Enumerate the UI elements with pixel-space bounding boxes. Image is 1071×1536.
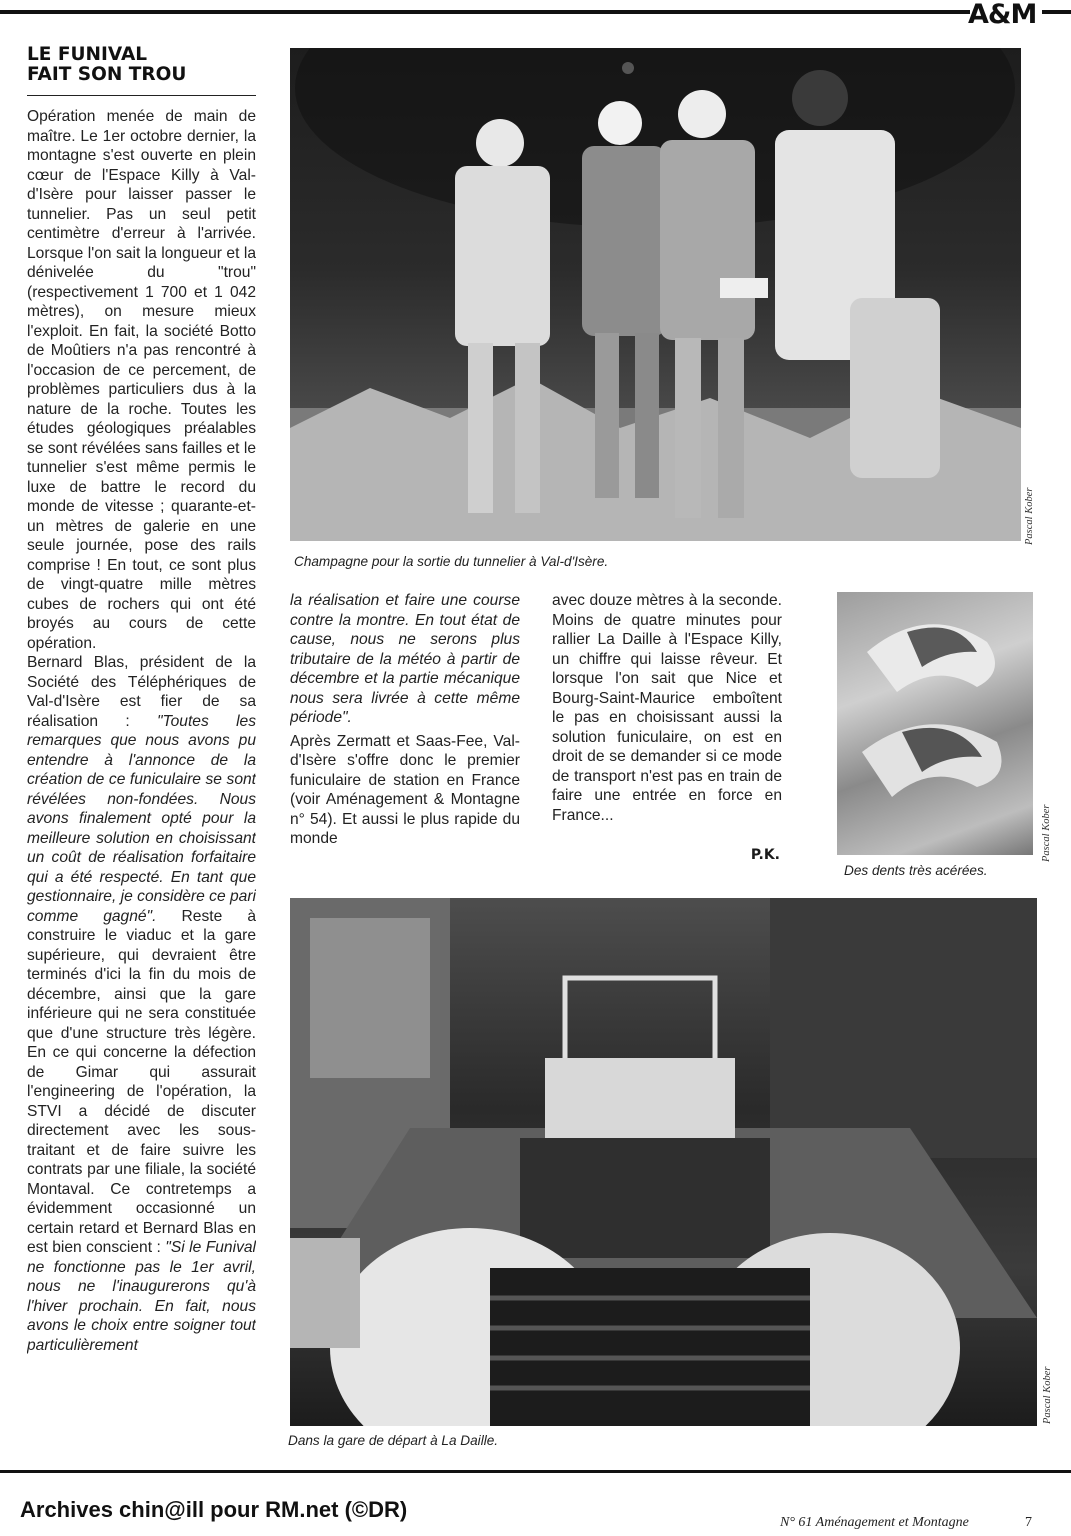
tunnel-photo-illustration [290, 48, 1021, 541]
paragraph-funival-quote: "Si le Funival ne fonctionne pas le 1er avril, nous ne l'inaugurerons qu'à l'hiver prochain. En fait, nous avons le choix entre soigner tout particulièrement [27, 1239, 256, 1354]
title-line-2: FAIT SON TROU [27, 64, 187, 85]
cutter-teeth-photo [837, 592, 1033, 855]
article-column-1 [27, 107, 256, 1452]
footer-rule [0, 1470, 1071, 1473]
photo-3-caption: Dans la gare de départ à La Daille. [288, 1433, 499, 1448]
tunnel-champagne-photo [290, 48, 1021, 541]
paragraph-blas [27, 653, 256, 1355]
photo-2-credit: Pascal Kober [1041, 804, 1052, 862]
paragraph-intro: Opération menée de main de maître. Le 1er octobre dernier, la montagne s'est ouverte en plein cœur de l'Espace Killy à Val-d'Isère pour laisser passer le tunnelier. Pas un seul petit centimètre d'erreur à l'arrivée. Lorsque l'on sait la longueur et la dénivelée du "trou" (respectivement 1 700 et 1 042 mètres), on mesure mieux l'exploit. En fait, la société Botto de Moûtiers n'a pas rencontré à l'occasion de ce percement, de problèmes particuliers dus à la nature de la roche. Toutes les études géologiques préalables se sont révélées sans failles et le tunnelier s'est même permis le luxe de battre le record du monde de vitesse ; quarante-et-un mètres de galerie en une seule journée, pose des rails comprise ! En tout, ce sont plus de vingt-quatre mille mètres cubes de rochers qui ont été broyés au cours de cette opération. [27, 108, 256, 652]
photo-2-caption: Des dents très acérées. [844, 863, 988, 878]
station-illustration [290, 898, 1037, 1426]
masthead-rule [0, 10, 970, 14]
title-rule [27, 95, 256, 96]
article-column-3 [552, 591, 782, 871]
paragraph-zermatt: Après Zermatt et Saas-Fee, Val-d'Isère s'offre donc le premier funiculaire de station en France (voir Aménagement & Montagne n° 54). Et aussi le plus rapide du monde [290, 732, 520, 847]
author-signature: P.K. [750, 847, 780, 863]
photo-1-credit: Pascal Kober [1024, 487, 1035, 545]
issue-label: N° 61 Aménagement et Montagne [780, 1515, 969, 1530]
paragraph-speed: avec douze mètres à la seconde. Moins de quatre minutes pour rallier La Daille à l'Espace Killy, un chiffre qui laisse rêveur. Et lorsque l'on sait que Nice et Bourg-Saint-Maurice emboîtent le pas en choisissant aussi la solution funiculaire, on est en droit de se demander si ce mode de transport n'est pas en train de faire une entrée en force en France... [552, 592, 782, 824]
paragraph-blas-text: Bernard Blas, président de la Société des Téléphériques de Val-d'Isère est fier de sa réalisation : [27, 654, 256, 730]
magazine-logo: A&M [968, 0, 1037, 30]
article-column-2 [290, 591, 520, 881]
archives-watermark: Archives chin@ill pour RM.net (©DR) [20, 1497, 408, 1522]
cutter-teeth-illustration [837, 592, 1033, 855]
title-line-1: LE FUNIVAL [27, 44, 148, 65]
photo-3-credit: Pascal Kober [1042, 1366, 1053, 1424]
page-number: 7 [1025, 1515, 1032, 1530]
la-daille-station-photo [290, 898, 1037, 1426]
masthead-rule-right [1042, 10, 1071, 14]
paragraph-blas-quote-end: la réalisation et faire une course contre la montre. En tout état de cause, nous ne serons plus tributaire de la météo à partir de décembre et la partie mécanique nous sera livrée à cette même période". [290, 592, 520, 726]
photo-1-caption: Champagne pour la sortie du tunnelier à Val-d'Isère. [294, 554, 609, 569]
article-title [27, 45, 227, 85]
paragraph-blas-quote: "Toutes les remarques que nous avons pu entendre à l'annonce de la création de ce funiculaire se sont révélées non-fondées. Nous avons finalement opté pour la meilleure solution en choisissant un coût de réalisation forfaitaire qui a été respecté. En tant que gestionnaire, je considère ce pari comme gagné". [27, 712, 256, 925]
paragraph-reste-text: Reste à construire le viaduc et la gare supérieure, qui devraient être terminés d'ici la fin du mois de décembre, ainsi que la gare inférieure qui ne sera constituée que d'une structure très légère. En ce qui concerne la défection de Gimar qui assurait l'engineering de l'opération, la STVI a décidé de discuter directement avec les sous-traitant et de faire suivre les contrats par une filiale, la société Montaval. Ce contretemps a évidemment occasionné un certain retard et Bernard Blas en est bien conscient : [27, 907, 256, 1256]
